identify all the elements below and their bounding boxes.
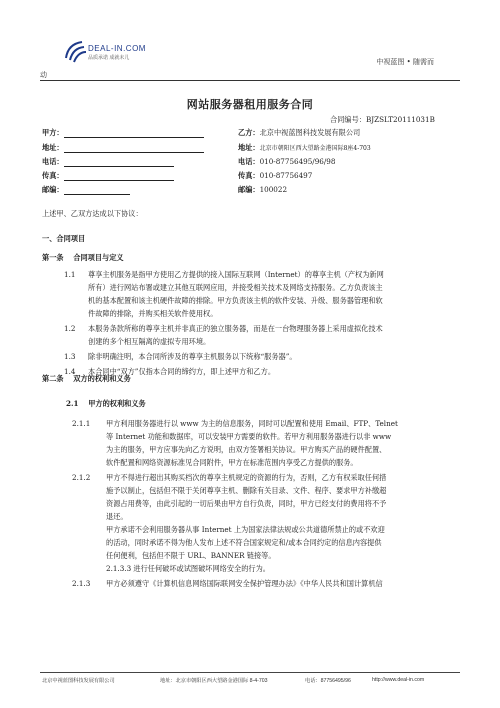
header-slogan: 中视蓝图 • 随需而 — [376, 58, 434, 66]
clause-text-line: 本合同中“双方”仅指本合同的缔约方，即上述甲方和乙方。 — [88, 367, 276, 376]
party-b-phone-label: 电话： — [238, 157, 260, 166]
article-2-heading: 第二条 双方的权利和义务 — [42, 374, 131, 383]
party-b-name — [238, 128, 360, 138]
clause-number: 2.1.3 — [72, 579, 91, 588]
footer-phone: 电话：87756495/96 — [305, 678, 351, 684]
clause-text-line: 2.1.3.3 进行任何破坏或试图破坏网络安全的行为。 — [106, 564, 270, 573]
header-divider — [40, 80, 460, 81]
party-b-address — [238, 143, 371, 153]
clause-text-line: 资源占用费等，由此引起的一切后果由甲方自行负责，同时，甲方已经支付的费用将不予 — [106, 499, 387, 508]
party-a-blank — [64, 129, 204, 138]
clause-text-line: 为主的服务，甲方应事先向乙方说明，由双方签署相关协议。甲方购买产品的硬件配置、 — [106, 445, 387, 454]
party-b-phone — [238, 157, 335, 167]
clause-number: 1.4 — [64, 367, 76, 376]
party-b-label: 乙方： — [238, 128, 260, 137]
footer-company: 北京中视蓝图科技发展有限公司 — [42, 678, 115, 684]
clause-text-line: 本服务条款所称的尊享主机并非真正的独立服务器，而是在一台物理服务器上采用虚拟化技术 — [88, 324, 383, 333]
logo-tagline: 品质承诺 成就未儿 — [88, 55, 130, 61]
clause-text-line: 甲方必须遵守《计算机信息网络国际联网安全保护管理办法》《中华人民共和国计算机信 — [106, 579, 383, 588]
party-b-address-label: 地址： — [238, 143, 260, 152]
clause-text-line: 创建的多个相互隔离的虚拟专用环境。 — [88, 337, 211, 346]
party-a-name — [42, 128, 204, 138]
clause-text-line: 软件配置和网络资源标准见合同附件，甲方在标准范围内享受乙方提供的服务。 — [106, 458, 358, 467]
clause-text-line: 甲方不得进行超出其购买档次的尊享主机规定的资源的行为，否则，乙方有权采取任何措 — [106, 473, 387, 482]
party-a-address-label: 地址： — [42, 143, 64, 152]
article-1-heading: 第一条 合同项目与定义 — [42, 253, 124, 262]
party-a-postcode — [42, 185, 130, 195]
clause-number: 1.2 — [64, 324, 76, 333]
clause-text-line: 甲方利用服务器进行以 www 为主的信息服务，同时可以配置和使用 Email、FTP、Telnet — [106, 419, 398, 428]
party-b-address-value: 北京市朝阳区西大望路金港国际8座4-703 — [259, 145, 371, 152]
subsection-2-1-heading: 2.1 甲方的权利和义务 — [66, 399, 146, 408]
clause-text-line: 件故障的排除，并购买相关软件使用权。 — [88, 309, 218, 318]
party-a-phone-label: 电话： — [42, 157, 64, 166]
clause-text-line: 施予以制止，包括但不限于关闭尊享主机、删除有关目录、文件、程序、要求甲方补缴超 — [106, 486, 387, 495]
party-b-fax-label: 传真： — [238, 171, 260, 180]
party-b-postcode-value: 100022 — [259, 185, 288, 194]
clause-text-line: 退还。 — [106, 512, 128, 521]
header-slogan-continued: 动 — [40, 71, 47, 79]
clause-text-line: 甲方承诺不会利用服务器从事 Internet 上为国家法律法规或公共道德所禁止的或不欢迎 — [106, 525, 385, 534]
contract-number: 合同编号：BJZSLT20111031B — [330, 115, 435, 124]
party-a-label: 甲方： — [42, 128, 64, 137]
party-a-fax-blank — [64, 172, 174, 181]
party-a-address-blank — [64, 144, 204, 153]
clause-number: 1.3 — [64, 352, 76, 361]
section-heading: 一、合同项目 — [42, 234, 86, 243]
footer-website: http://www.deal-in.com — [372, 677, 425, 683]
document-title: 网站服务器租用服务合同 — [186, 98, 314, 111]
party-b-fax — [238, 171, 312, 181]
clause-text-line: 除非明确注明，本合同所涉及的尊享主机服务以下统称“服务器”。 — [88, 352, 297, 361]
party-b-postcode-label: 邮编： — [238, 185, 260, 194]
clause-number: 1.1 — [64, 270, 76, 279]
party-a-phone-blank — [64, 158, 174, 167]
clause-text-line: 任何便利，包括但不限于 URL、BANNER 链接等。 — [106, 551, 276, 560]
footer-divider — [40, 672, 460, 673]
party-a-postcode-label: 邮编： — [42, 185, 64, 194]
clause-text-line: 机的基本配置和该主机硬件故障的排除。甲方负责该主机的软件安装、升级、服务器管理和软 — [88, 296, 383, 305]
clause-text-line: 的活动，同时承诺不得为他人发布上述不符合国家规定和/或本合同约定的信息内容提供 — [106, 538, 382, 547]
party-a-postcode-blank — [64, 186, 130, 195]
party-b-value: 北京中视蓝图科技发展有限公司 — [259, 128, 361, 137]
party-a-phone — [42, 157, 174, 167]
party-a-fax-label: 传真： — [42, 171, 64, 180]
clause-text-line: 尊享主机服务是指甲方使用乙方提供的接入国际互联网（Internet）的尊享主机（产权为新网 — [88, 270, 384, 279]
party-b-fax-value: 010-87756497 — [259, 171, 313, 180]
party-a-fax — [42, 171, 174, 181]
footer-address: 地址：北京市朝阳区西大望路金港国际 8-4-703 — [160, 678, 268, 684]
clause-text-line: 所有）进行网站布署或建立其他互联网应用，并接受相关技术及网络支持服务。乙方负责该主 — [88, 283, 383, 292]
intro-text: 上述甲、乙双方达成以下协议： — [42, 209, 143, 218]
clause-number: 2.1.2 — [72, 473, 91, 482]
party-b-phone-value: 010-87756495/96/98 — [259, 157, 336, 166]
clause-text-line: 等 Internet 功能和数据库，可以安装甲方需要的软件。若甲方利用服务器进行以非 www — [106, 432, 392, 441]
clause-number: 2.1.1 — [72, 419, 91, 428]
logo-wordmark: DEAL-IN.COM — [88, 44, 146, 53]
party-a-address — [42, 143, 204, 153]
party-b-postcode — [238, 185, 287, 195]
